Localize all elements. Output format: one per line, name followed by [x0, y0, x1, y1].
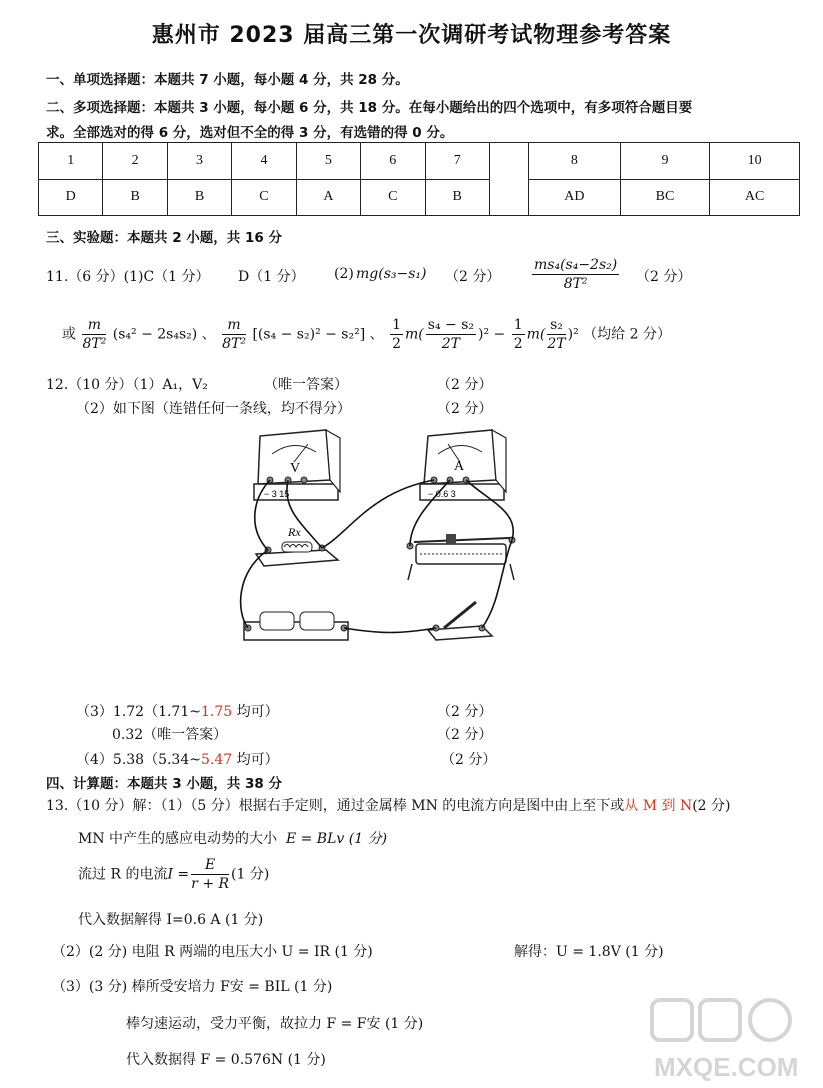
- switch: [428, 602, 492, 640]
- voltmeter-terminals: − 3 15: [264, 489, 290, 499]
- table-cell: 5: [296, 143, 360, 180]
- table-cell: 1: [39, 143, 103, 180]
- ammeter: [420, 430, 506, 500]
- table-cell: AD: [529, 179, 621, 216]
- q13-line1-text: 13.（10 分）解：（1）（5 分）根据右手定则，通过金属棒 MN 的电流方向是图中由上至下或: [46, 798, 625, 814]
- table-cell: C: [232, 179, 296, 216]
- voltmeter: [254, 430, 340, 500]
- table-cell: 9: [620, 143, 710, 180]
- half-den: 2: [392, 336, 402, 352]
- separator-2: 、: [369, 326, 384, 343]
- alt-m: m: [82, 316, 106, 335]
- q11-part1-d: D（1 分）: [238, 269, 305, 285]
- table-cell: 6: [361, 143, 425, 180]
- table-cell: B: [167, 179, 231, 216]
- alt3-m-2: m(: [526, 326, 546, 343]
- alt3-end: )²: [567, 326, 579, 343]
- alt-note: （均给 2 分）: [583, 326, 671, 343]
- q13-line2-eq: E = BLv (1 分): [285, 831, 388, 847]
- watermark-text: MXQE.COM: [654, 1052, 798, 1082]
- q12-part4-a: （4）5.38（5.34~: [76, 752, 201, 768]
- q12-part3: [76, 701, 279, 721]
- table-cell: 3: [167, 143, 231, 180]
- q11-part1: 11.（6 分）(1)C（1 分）: [46, 269, 210, 285]
- alt-expr-2: [(s₄ − s₂)² − s₂²]: [252, 326, 366, 343]
- q12-part3-second: 0.32（唯一答案）: [112, 727, 228, 743]
- section-2-heading-line2: 求。全部选对的得 6 分，选对但不全的得 3 分，有选错的得 0 分。: [46, 125, 454, 141]
- table-cell: 10: [710, 143, 800, 180]
- table-cell: 8: [529, 143, 621, 180]
- watermark-logo: [648, 996, 798, 1084]
- q11-fraction: [530, 256, 621, 293]
- separator: 、: [201, 326, 216, 343]
- alt3-num: s₄ − s₂: [427, 317, 474, 333]
- q13-line5: （2）(2 分) 电阻 R 两端的电压大小 U = IR (1 分): [52, 944, 373, 960]
- table-cell: AC: [710, 179, 800, 216]
- q12-line2-points: （2 分）: [437, 401, 493, 417]
- q11-frac-den: 8T²: [563, 276, 588, 292]
- table-cell: A: [296, 179, 360, 216]
- answer-table: [38, 142, 800, 216]
- q12-line2: （2）如下图（连错任何一条线，均不得分）: [76, 401, 351, 417]
- section-1-heading: 一、单项选择题：本题共 7 小题，每小题 4 分，共 28 分。: [46, 72, 409, 88]
- q13-line4: 代入数据解得 I=0.6 A (1 分): [78, 912, 264, 928]
- table-cell: D: [39, 179, 103, 216]
- q13-line5-result: 解得：U = 1.8V (1 分): [514, 944, 664, 960]
- q11-alternatives: [62, 316, 671, 353]
- q11-frac-num: ms₄(s₄−2s₂): [534, 257, 618, 273]
- q13-line2-text: MN 中产生的感应电动势的大小: [78, 831, 278, 847]
- battery-pack: [244, 612, 348, 640]
- q13-frac-den: r + R: [191, 876, 230, 892]
- alt3-mid: )² −: [478, 326, 506, 343]
- rheostat: [407, 534, 515, 580]
- q12-part3-second-points: （2 分）: [437, 727, 493, 743]
- table-cell: 4: [232, 143, 296, 180]
- ammeter-terminals: − 0.6 3: [428, 489, 456, 499]
- table-cell: B: [425, 179, 489, 216]
- question-number-row: [39, 143, 800, 180]
- q13-line3: [78, 856, 269, 893]
- section-2-heading-line1: 二、多项选择题：本题共 3 小题，每小题 6 分，共 18 分。在每小题给出的四个选项中，有多项符合题目要: [46, 100, 693, 116]
- q12-line1-note: （唯一答案）: [264, 377, 348, 393]
- alt-m-2: m: [222, 316, 246, 335]
- q12-line1-points: （2 分）: [437, 377, 493, 393]
- q12-part3-points: （2 分）: [437, 704, 493, 720]
- circuit-diagram: [230, 422, 530, 652]
- q13-line1-end: (2 分): [692, 798, 731, 814]
- q13-line1-red: 从 M 到 N: [624, 798, 693, 814]
- q12-part3-a: （3）1.72（1.71~: [76, 704, 201, 720]
- table-cell: 2: [103, 143, 167, 180]
- q11-part2-expr: mg(s₃−s₁): [356, 266, 427, 282]
- alt3-m: m(: [405, 326, 424, 343]
- alt-den: 8T²: [82, 336, 107, 352]
- table-spacer-cell: [489, 143, 528, 216]
- page-title: 惠州市 2023 届高三第一次调研考试物理参考答案: [151, 23, 672, 48]
- table-cell: 7: [425, 143, 489, 180]
- q11-part2-points: （2 分）: [445, 269, 501, 285]
- q13-line3-points: (1 分): [231, 866, 270, 883]
- q13-line6: （3）(3 分) 棒所受安培力 F安 = BIL (1 分): [52, 979, 333, 995]
- q13-line3-i: I =: [167, 866, 190, 883]
- answer-row: [39, 179, 800, 216]
- alt-den-2: 8T²: [222, 336, 246, 352]
- half-den-2: 2: [513, 336, 523, 352]
- q13-line7: 棒匀速运动，受力平衡，故拉力 F = F安 (1 分): [126, 1016, 424, 1032]
- half-num: 1: [392, 317, 402, 333]
- q11-part2-label: (2): [334, 266, 354, 282]
- q13-line3-text: 流过 R 的电流: [78, 866, 168, 883]
- ammeter-symbol: A: [454, 459, 465, 474]
- table-cell: C: [361, 179, 425, 216]
- section-4-heading: 四、计算题：本题共 3 小题，共 38 分: [46, 776, 282, 792]
- voltmeter-symbol: V: [290, 461, 301, 476]
- alt-expr-1: (s₄² − 2s₄s₂): [112, 326, 198, 343]
- table-cell: B: [103, 179, 167, 216]
- q13-frac-num: E: [191, 856, 229, 875]
- q13-line2: [78, 828, 387, 848]
- q12-part3-b: 均可）: [232, 704, 279, 720]
- table-cell: BC: [620, 179, 710, 216]
- resistor-label: Rx: [288, 525, 301, 539]
- q12-line1: 12.（10 分）（1）A₁，V₂: [46, 377, 208, 393]
- half-num-2: 1: [513, 317, 523, 333]
- section-3-heading: 三、实验题：本题共 2 小题，共 16 分: [46, 230, 282, 246]
- q12-part4: [76, 749, 279, 769]
- alt3-den-2: 2T: [547, 336, 566, 352]
- q12-part4-b: 均可）: [232, 752, 279, 768]
- alt3-den: 2T: [441, 336, 460, 352]
- q12-part3-red: 1.75: [200, 704, 233, 720]
- q13-line1: [46, 795, 731, 815]
- alt3-num-2: s₂: [547, 316, 565, 335]
- q12-part4-points: （2 分）: [441, 752, 497, 768]
- or-label: 或: [62, 326, 76, 343]
- q11-frac-points: （2 分）: [636, 269, 692, 285]
- q12-part4-red: 5.47: [200, 752, 233, 768]
- q13-line8: 代入数据得 F = 0.576N (1 分): [126, 1052, 326, 1068]
